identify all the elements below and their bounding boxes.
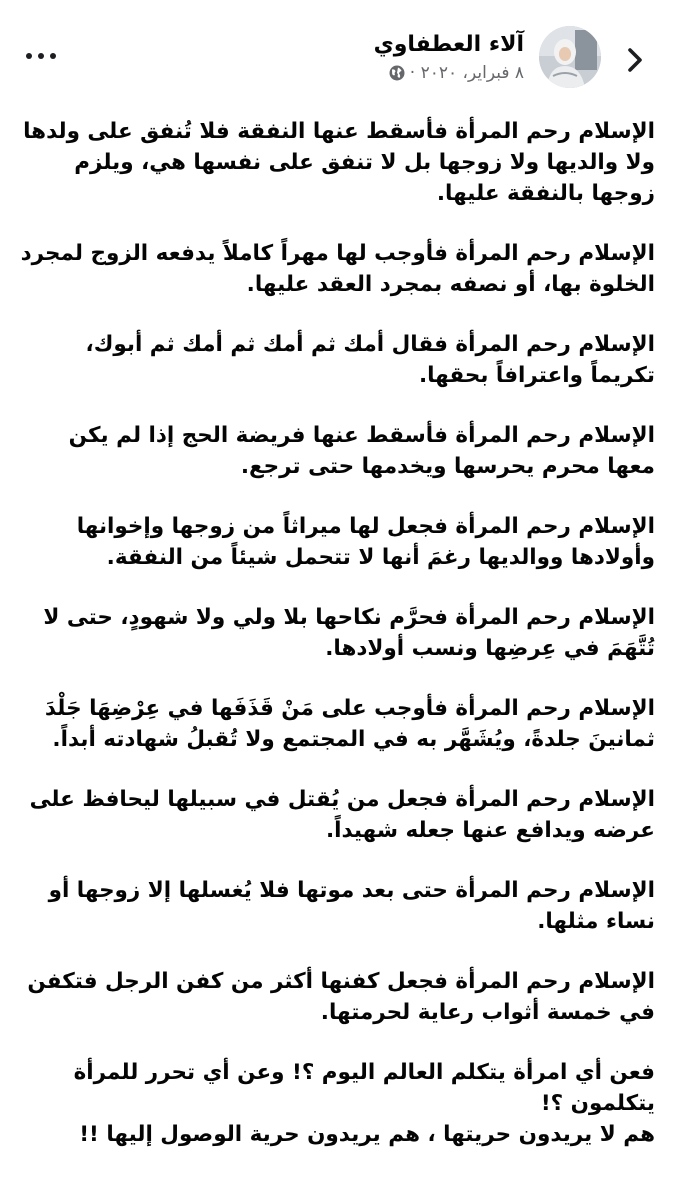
closing-statement: هم لا يريدون حريتها ، هم يريدون حرية الوصول إليها !! xyxy=(79,1122,655,1147)
post-paragraph: الإسلام رحم المرأة فأوجب على مَنْ قَذَفَها في عِرْضِهَا جَلْدَ ثمانينَ جلدةً، ويُشَهَّر به في المجتمع ولا تُقبلُ شهادته أبداً. xyxy=(44,696,655,752)
dot-icon xyxy=(50,53,56,59)
post-paragraph: الإسلام رحم المرأة فأسقط عنها فريضة الحج إذا لم يكن معها محرم يحرسها ويخدمها حتى ترجع. xyxy=(68,423,655,479)
post-paragraph: الإسلام رحم المرأة فحرَّم نكاحها بلا ولي ولا شهودٍ، حتى لا تُتَّهَمَ في عِرضِها ونسب أولادها. xyxy=(43,605,655,661)
more-options-button[interactable] xyxy=(26,46,56,66)
post-date[interactable]: ٨ فبراير، ٢٠٢٠ · xyxy=(409,63,524,83)
post-paragraph: الإسلام رحم المرأة فجعل لها ميراثاً من زوجها وإخوانها وأولادها ووالديها رغمَ أنها لا تتحمل شيئاً من النفقة. xyxy=(76,514,655,570)
back-button[interactable] xyxy=(621,42,649,78)
post-paragraph: الإسلام رحم المرأة فجعل كفنها أكثر من كفن الرجل فتكفن في خمسة أثواب رعاية لحرمتها. xyxy=(27,969,655,1025)
post-body xyxy=(19,116,655,1150)
avatar[interactable] xyxy=(539,26,601,88)
author-block xyxy=(374,30,524,86)
post-paragraph: الإسلام رحم المرأة فقال أمك ثم أمك ثم أمك ثم أبوك، تكريماً واعترافاً بحقها. xyxy=(85,332,655,388)
chevron-right-icon xyxy=(626,47,644,73)
dot-icon xyxy=(38,53,44,59)
post-paragraph: الإسلام رحم المرأة فأسقط عنها النفقة فلا تُنفق على ولدها ولا والديها ولا زوجها بل لا تنفق على نفسها هي، ويلزم زوجها بالنفقة عليها. xyxy=(23,119,655,206)
post-header xyxy=(0,0,679,100)
post-paragraph: الإسلام رحم المرأة فأوجب لها مهراً كاملاً يدفعه الزوج لمجرد الخلوة بها، أو نصفه بمجرد العقد عليها. xyxy=(20,241,655,297)
avatar-image xyxy=(539,26,601,88)
post-meta xyxy=(374,60,524,86)
post-paragraph: الإسلام رحم المرأة فجعل من يُقتل في سبيلها ليحافظ على عرضه ويدافع عنها جعله شهيداً. xyxy=(29,787,655,843)
post-paragraph: الإسلام رحم المرأة حتى بعد موتها فلا يُغسلها إلا زوجها أو نساء مثلها. xyxy=(48,878,655,934)
author-name[interactable]: آلاء العطفاوي xyxy=(373,32,524,57)
globe-icon xyxy=(389,65,405,81)
closing-question: فعن أي امرأة يتكلم العالم اليوم ؟! وعن أي تحرر للمرأة يتكلمون ؟! xyxy=(73,1060,655,1116)
dot-icon xyxy=(26,53,32,59)
